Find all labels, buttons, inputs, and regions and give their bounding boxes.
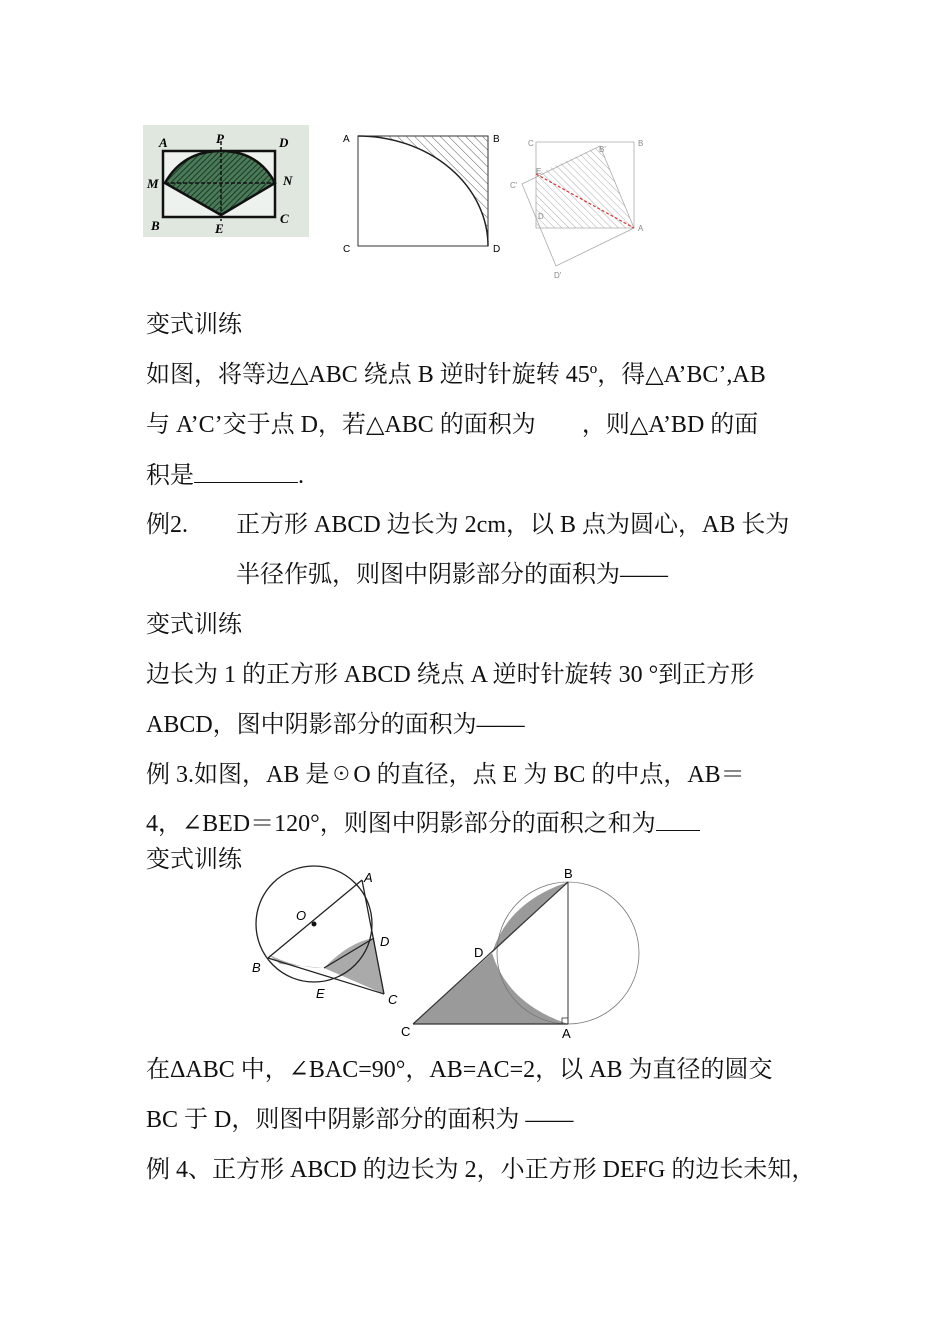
fig1-label-n: N — [283, 173, 293, 188]
fig3-label-d: D — [538, 212, 544, 221]
problem-text-3-pre: 积是 — [146, 463, 194, 489]
fig3-label-a: A — [638, 224, 644, 233]
example-4-text-1: 例 4、正方形 ABCD 的边长为 2，小正方形 DEFG 的边长未知， — [146, 1157, 816, 1183]
example-3-text-1: 例 3.如图，AB 是☉O 的直径，点 E 为 BC 的中点，AB＝ — [146, 762, 745, 788]
fig5-label-c: C — [401, 1024, 411, 1039]
fig1-label-e: E — [215, 221, 224, 236]
fig2-label-c: C — [343, 244, 351, 255]
figure-square-arc — [338, 128, 508, 256]
fig4-label-o: O — [296, 908, 307, 923]
fig2-label-a: A — [343, 134, 350, 145]
fig4-label-c: C — [388, 992, 398, 1007]
arc-shaded-region — [358, 136, 488, 246]
fig1-label-p: P — [216, 131, 224, 146]
heading-variant-3: 变式训练 — [146, 847, 242, 873]
answer-blank-2[interactable] — [656, 808, 700, 831]
problem-text-3-post: . — [298, 463, 304, 489]
fig5-label-a: A — [562, 1026, 571, 1041]
fig1-label-a: A — [159, 135, 168, 150]
problem-text-2 — [146, 410, 758, 440]
figure-rectangle-fan — [143, 125, 309, 237]
fig2-label-d: D — [493, 244, 501, 255]
rotation-shaded-region — [536, 146, 634, 228]
fig3-label-b: B — [638, 139, 644, 148]
problem-text-2-post: ，则△A’BD 的面 — [581, 412, 759, 438]
example-2-text-1: 正方形 ABCD 边长为 2cm，以 B 点为圆心，AB 长为 — [236, 512, 790, 538]
example-3-text-2-pre: 4，∠BED＝120°，则图中阴影部分的面积之和为 — [146, 811, 656, 837]
fig3-label-d-prime: D' — [554, 271, 562, 280]
figure-rotated-square — [510, 134, 660, 284]
fig1-label-m: M — [147, 176, 159, 191]
fig1-label-d: D — [279, 135, 289, 150]
fig5-label-b: B — [564, 866, 573, 881]
heading-variant-1: 变式训练 — [146, 312, 242, 338]
fig1-label-c: C — [280, 211, 289, 226]
fig3-label-c: C — [528, 139, 534, 148]
answer-blank-1[interactable] — [194, 460, 298, 483]
shaded-region-bottom — [413, 953, 568, 1024]
figure-circle-triangle — [244, 862, 414, 1012]
fig4-label-a: A — [364, 870, 373, 885]
variant-3-text-2: BC 于 D，则图中阴影部分的面积为 —— — [146, 1107, 574, 1133]
fig3-label-e: E — [536, 167, 542, 176]
fig3-label-b-prime: B' — [599, 145, 606, 154]
fig4-label-b: B — [252, 960, 261, 975]
fig4-label-d: D — [380, 934, 390, 949]
heading-variant-2: 变式训练 — [146, 612, 242, 638]
figure-right-triangle-circle — [398, 862, 646, 1042]
example-2-text-2: 半径作弧，则图中阴影部分的面积为—— — [236, 562, 668, 588]
fig4-label-e: E — [316, 986, 325, 1001]
variant-2-text-2: ABCD，图中阴影部分的面积为—— — [146, 712, 525, 738]
example-2-label: 例2. — [146, 512, 188, 538]
fig1-label-b: B — [151, 218, 160, 233]
fig2-label-b: B — [493, 134, 500, 145]
problem-text-3 — [146, 460, 304, 491]
variant-3-text-1: 在ΔABC 中，∠BAC=90°，AB=AC=2，以 AB 为直径的圆交 — [146, 1057, 773, 1083]
variant-2-text-1: 边长为 1 的正方形 ABCD 绕点 A 逆时针旋转 30 °到正方形 — [146, 662, 755, 688]
fig3-label-c-prime: C' — [510, 181, 518, 190]
problem-text-2-pre: 与 A’C’交于点 D，若△ABC 的面积为 — [146, 412, 536, 438]
problem-text-1: 如图，将等边△ABC 绕点 B 逆时针旋转 45º，得△A’BC’,AB — [146, 362, 766, 388]
example-3-text-2 — [146, 808, 700, 839]
fig5-label-d: D — [474, 945, 484, 960]
